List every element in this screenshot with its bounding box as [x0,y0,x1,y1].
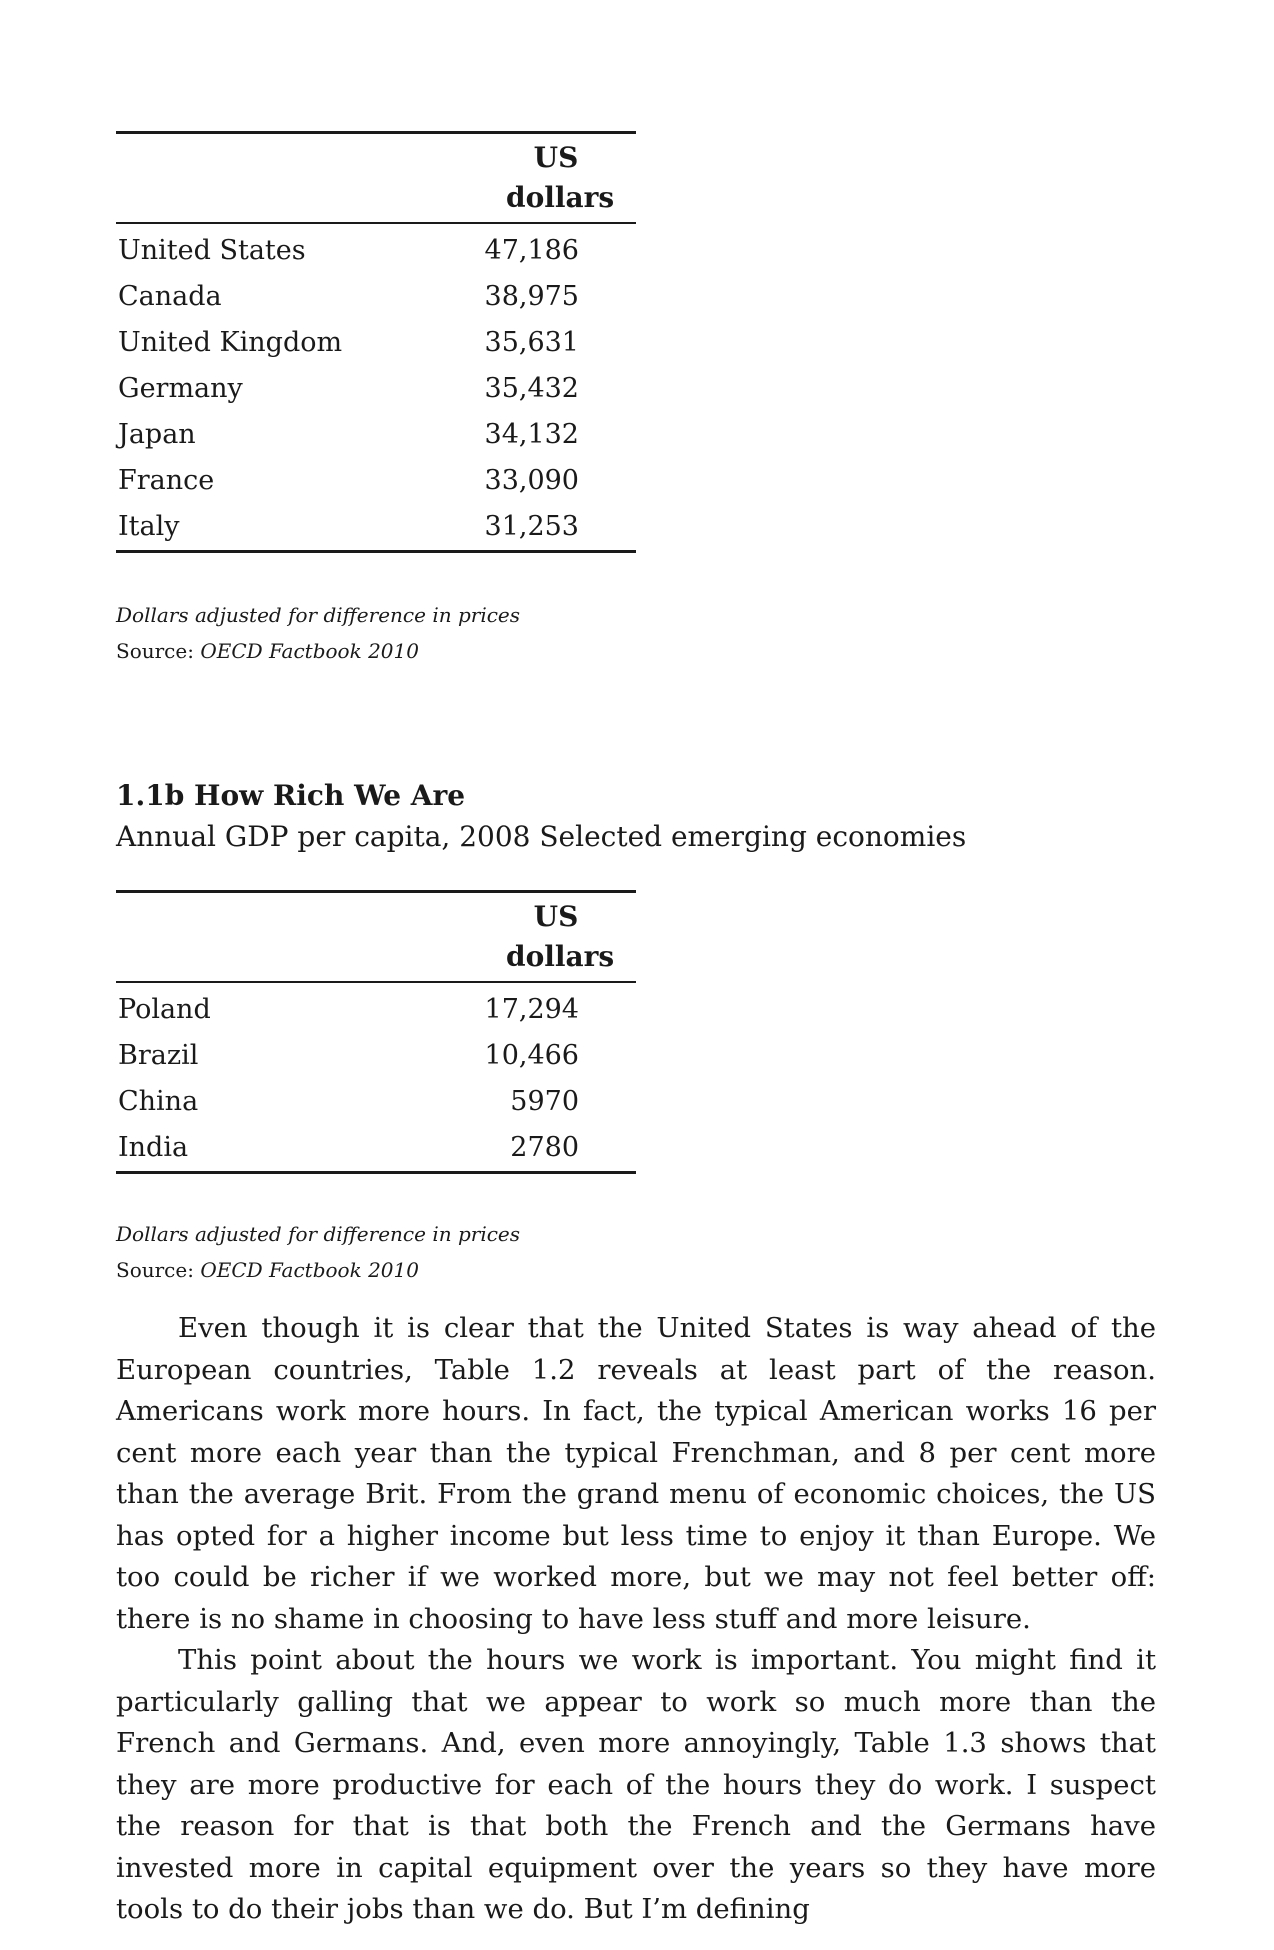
paragraph: This point about the hours we work is important. You might find it particularly galling that we appear to work so much more than the French and Germans. And, even more annoyingly, Table 1.3 shows that they are more productive for each of the hours they do work. I suspect the reason for that is that both the French and the Germans have invested more in capital equipment over the years so they have more tools to do their jobs than we do. But I’m defining [116,1644,1156,1925]
table-row [116,274,636,320]
body-text [116,1308,1156,1931]
price-adjustment-note: Dollars adjusted for difference in prices [116,603,521,627]
paragraph: Even though it is clear that the United States is way ahead of the European countries, Table 1.2 reveals at least part of the reason. Americans work more hours. In fact, the typical American works 16 per cent more each year than the typical Frenchman, and 8 per cent more than the average Brit. From the grand menu of economic choices, the US has opted for a higher income but less time to enjoy it than Europe. We too could be richer if we worked more, but we may not feel better off: there is no shame in choosing to have less stuff and more leisure. [116,1312,1156,1635]
country-name: Brazil [118,1040,199,1071]
column-header-line1: US [533,900,579,933]
source-label: Source: [116,639,201,663]
gdp-value: 35,631 [484,327,579,358]
section-subtitle: Annual GDP per capita, 2008 Selected emerging economies [116,820,967,853]
table-row [116,1079,636,1125]
table-source [116,633,419,669]
gdp-table-developed [116,131,636,553]
table-row [116,504,636,550]
country-name: Japan [118,419,196,450]
column-header-line2: dollars [506,181,615,214]
table-row [116,1125,636,1171]
table-row [116,366,636,412]
gdp-value: 34,132 [484,419,579,450]
country-name: Germany [118,373,243,404]
gdp-value: 35,432 [484,373,579,404]
gdp-value: 2780 [510,1132,579,1163]
gdp-value: 47,186 [484,235,579,266]
country-name: Italy [118,511,180,542]
table-row [116,987,636,1033]
table-bottom-rule [116,1171,636,1174]
gdp-value: 10,466 [484,1040,579,1071]
gdp-value: 33,090 [484,465,579,496]
table-header [116,134,636,222]
column-header-line1: US [533,141,579,174]
source-label: Source: [116,1258,201,1282]
table-note [116,1216,520,1252]
table-row [116,320,636,366]
table-source [116,1252,419,1288]
table-row [116,1033,636,1079]
column-header-line2: dollars [506,940,615,973]
country-name: France [118,465,215,496]
country-name: China [118,1086,199,1117]
source-title: OECD Factbook 2010 [200,639,419,663]
gdp-value: 17,294 [484,994,579,1025]
section-title: 1.1b How Rich We Are [116,779,466,812]
country-name: India [118,1132,189,1163]
country-name: United States [118,235,306,266]
gdp-table-emerging [116,890,636,1174]
gdp-value: 38,975 [484,281,579,312]
table-row [116,412,636,458]
country-name: Poland [118,994,211,1025]
gdp-value: 5970 [510,1086,579,1117]
table-note [116,597,520,633]
table-row [116,228,636,274]
source-title: OECD Factbook 2010 [200,1258,419,1282]
gdp-value: 31,253 [484,511,579,542]
table-bottom-rule [116,550,636,553]
country-name: Canada [118,281,222,312]
table-row [116,458,636,504]
table-header [116,893,636,981]
country-name: United Kingdom [118,327,343,358]
price-adjustment-note: Dollars adjusted for difference in prices [116,1222,521,1246]
